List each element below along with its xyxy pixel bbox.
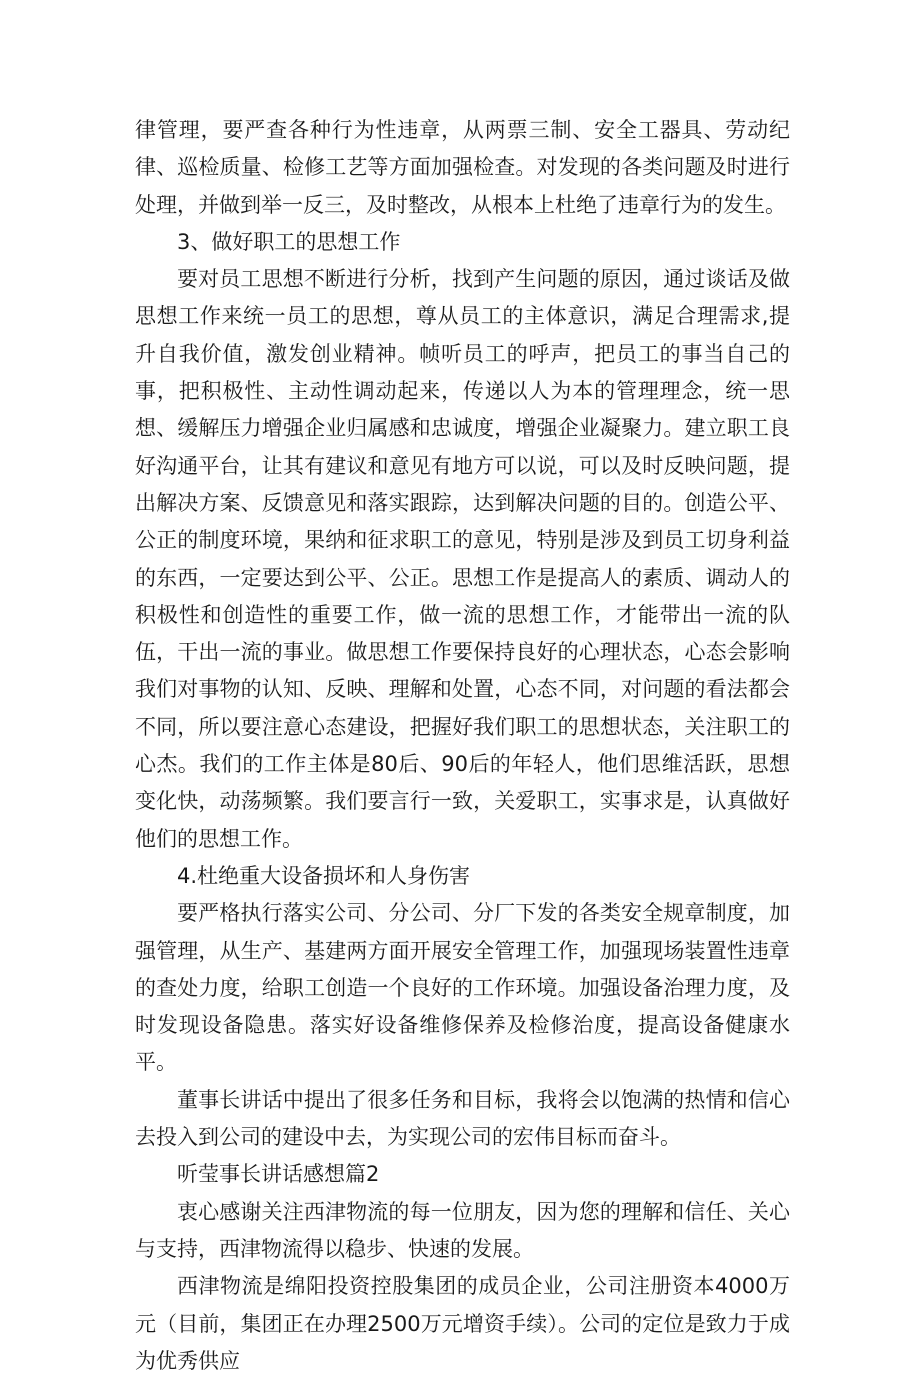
paragraph-thanks: 衷心感谢关注西津物流的每一位朋友，因为您的理解和信任、关心与支持，西津物流得以稳步、快速的发展。 <box>135 1199 790 1261</box>
article-title-part-2: 听莹事长讲话感想篇2 <box>177 1162 380 1187</box>
document-body <box>135 112 790 1380</box>
paragraph-company-intro: 西津物流是绵阳投资控股集团的成员企业，公司注册资本4000万元（目前，集团正在办理2500万元增资手续）。公司的定位是致力于成为优秀供应 <box>135 1274 790 1373</box>
paragraph-continuation: 律管理，要严查各种行为性违章，从两票三制、安全工器具、劳动纪律、巡检质量、检修工艺等方面加强检查。对发现的各类问题及时进行处理，并做到举一反三，及时整改，从根本上杜绝了违章行为的发生。 <box>135 118 790 217</box>
paragraph-chairman-speech: 董事长讲话中提出了很多任务和目标，我将会以饱满的热情和信心去投入到公司的建设中去，为实现公司的宏伟目标而奋斗。 <box>135 1087 790 1150</box>
paragraph-safety-rules: 要严格执行落实公司、分公司、分厂下发的各类安全规章制度，加强管理，从生产、基建两方面开展安全管理工作，加强现场装置性违章的查处力度，给职工创造一个良好的工作环境。加强设备治理力度，及时发现设备隐患。落实好设备维修保养及检修治度，提高设备健康水平。 <box>135 901 790 1075</box>
section-heading-3: 3、做好职工的思想工作 <box>177 229 401 254</box>
section-heading-4: 4.杜绝重大设备损坏和人身伤害 <box>177 863 471 888</box>
paragraph-employee-thinking: 要对员工思想不断进行分析，找到产生问题的原因，通过谈话及做思想工作来统一员工的思想，尊从员工的主体意识，满足合理需求,提升自我价值，激发创业精神。帧听员工的呼声，把员工的事当自己的事，把积极性、主动性调动起来，传递以人为本的管理理念，统一思想、缓解压力增强企业归属感和忠诚度，增强企业凝聚力。建立职工良好沟通平台，让其有建议和意见有地方可以说，可以及时反映问题，提出解决方案、反馈意见和落实跟踪，达到解决问题的目的。创造公平、公正的制度环境，果纳和征求职工的意见，特别是涉及到员工切身利益的东西，一定要达到公平、公正。思想工作是提高人的素质、调动人的积极性和创造性的重要工作，做一流的思想工作，才能带出一流的队伍，干出一流的事业。做思想工作要保持良好的心理状态，心态会影响我们对事物的认知、反映、理解和处置，心态不同，对问题的看法都会不同，所以要注意心态建设，把握好我们职工的思想状态，关注职工的心杰。我们的工作主体是80后、90后的年轻人，他们思维活跃，思想变化快，动荡频繁。我们要言行一致，关爱职工，实事求是，认真做好他们的思想工作。 <box>135 267 790 851</box>
